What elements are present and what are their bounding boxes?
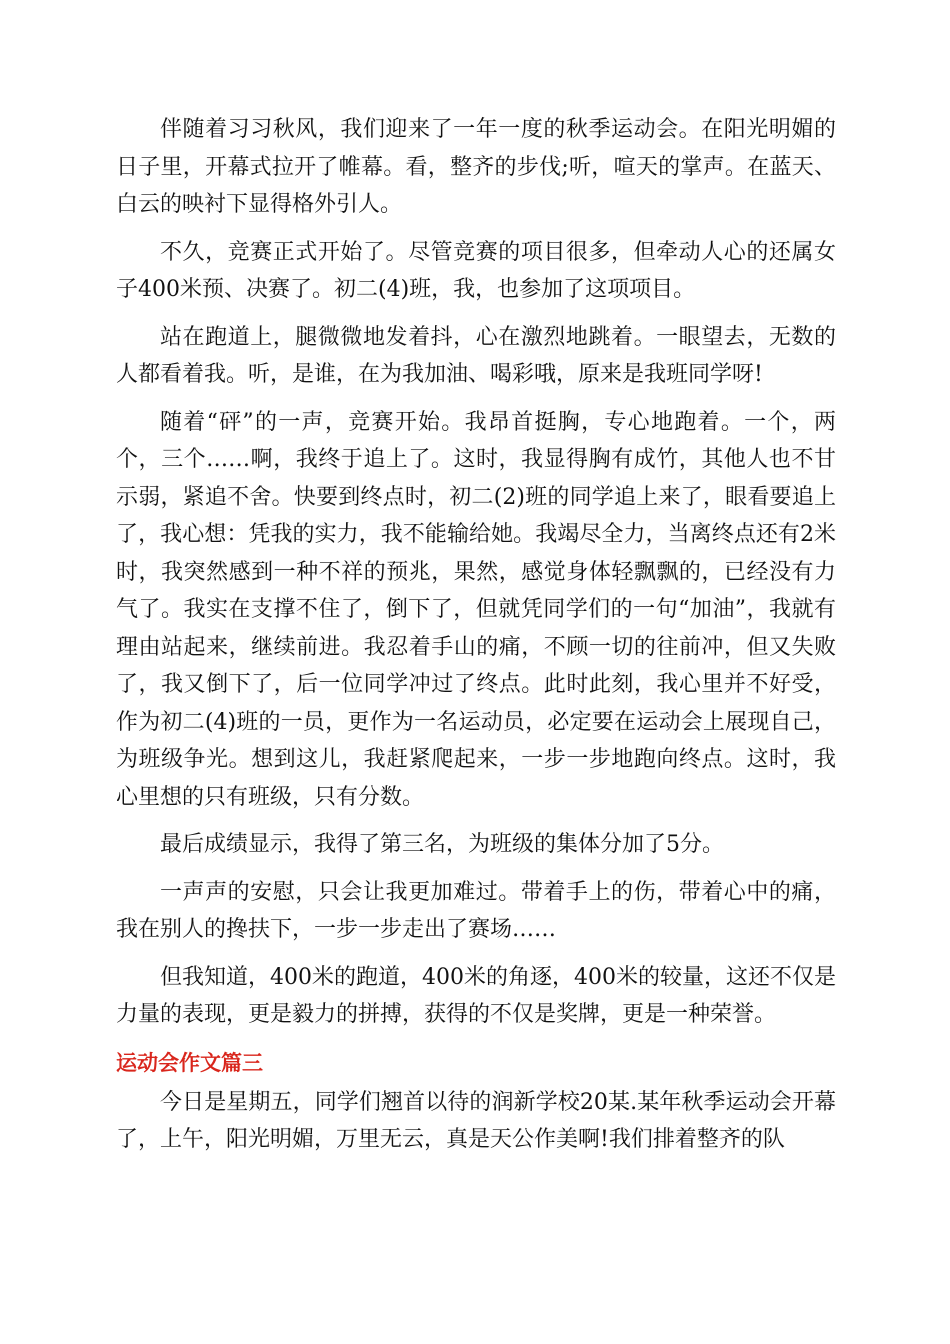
paragraph-reflection: 但我知道，400米的跑道，400米的角逐，400米的较量，这还不仅是力量的表现，更是毅力的拼搏，获得的不仅是奖牌，更是一种荣誉。	[116, 964, 836, 1027]
paragraph-race: 随着“砰”的一声，竞赛开始。我昂首挺胸，专心地跑着。一个，两个，三个……啊，我终于追上了。这时，我显得胸有成竹，其他人也不甘示弱，紧追不舍。快要到终点时，初二(2)班的同学追上来了，眼看要追上了，我心想：凭我的实力，我不能输给她。我竭尽全力，当离终点还有2米时，我突然感到一种不祥的预兆，果然，感觉身体轻飘飘的，已经没有力气了。我实在支撑不住了，倒下了，但就凭同学们的一句“加油”，我就有理由站起来，继续前进。我忍着手山的痛，不顾一切的往前冲，但又失败了，我又倒下了，后一位同学冲过了终点。此时此刻，我心里并不好受，作为初二(4)班的一员，更作为一名运动员，必定要在运动会上展现自己，为班级争光。想到这儿，我赶紧爬起来，一步一步地跑向终点。这时，我心里想的只有班级，只有分数。	[116, 409, 836, 810]
paragraph-opening: 伴随着习习秋风，我们迎来了一年一度的秋季运动会。在阳光明媚的日子里，开幕式拉开了帷幕。看，整齐的步伐;听，喧天的掌声。在蓝天、白云的映衬下显得格外引人。	[116, 117, 836, 217]
paragraph-comfort: 一声声的安慰，只会让我更加难过。带着手上的伤，带着心中的痛，我在别人的搀扶下，一步一步走出了赛场……	[116, 879, 836, 942]
document-body	[116, 111, 836, 1169]
section-heading: 运动会作文篇三	[116, 1050, 263, 1075]
paragraph-on-track: 站在跑道上，腿微微地发着抖，心在激烈地跳着。一眼望去，无数的人都看着我。听，是谁，在为我加油、喝彩哦，原来是我班同学呀!	[116, 324, 836, 387]
paragraph-result: 最后成绩显示，我得了第三名，为班级的集体分加了5分。	[160, 832, 724, 857]
paragraph-section-three: 今日是星期五，同学们翘首以待的润新学校20某.某年秋季运动会开幕了，上午，阳光明媚，万里无云，真是天公作美啊!我们排着整齐的队	[116, 1089, 836, 1152]
paragraph-competition-start: 不久，竞赛正式开始了。尽管竞赛的项目很多，但牵动人心的还属女子400米预、决赛了。初二(4)班，我，也参加了这项项目。	[116, 239, 836, 302]
